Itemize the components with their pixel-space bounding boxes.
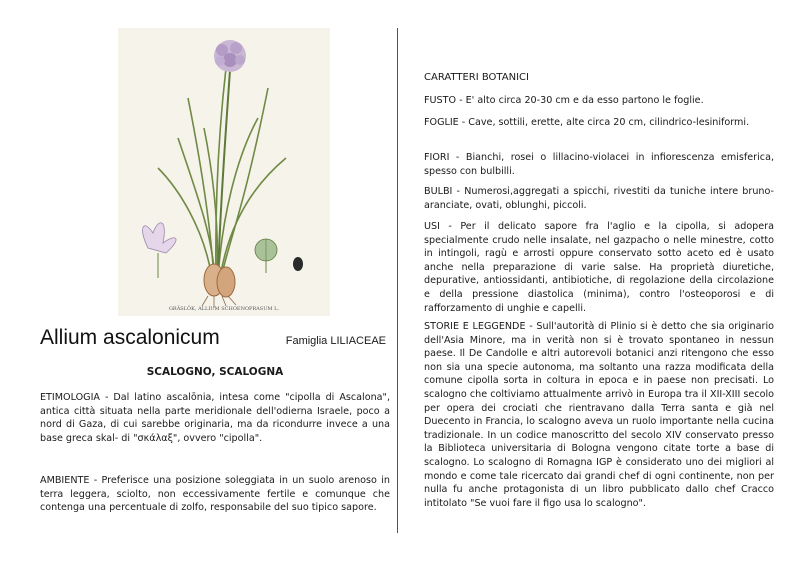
botanical-heading-section xyxy=(424,71,774,85)
column-divider xyxy=(397,28,398,533)
capsule-detail xyxy=(255,239,277,273)
fusto-section xyxy=(424,94,774,108)
storie-text: STORIE E LEGGENDE - Sull'autorità di Plinio si è detto che sia originario dell'Asia Minore, ma in verità non si è trovato spontaneo in nessun paese. Il De Candolle e altri autorevoli botanici anzi ritengono che esso non sia una specie autonoma, ma soltanto una razza modificata della comune cipolla sorta in coltura in epoca e in paese non precisati. Lo scalogno che coltiviamo attualmente arrivò in Europa tra il XII-XIII secolo per opera dei crociati che rientravano dalla Terra santa e già nel Duecento in Francia, lo scalogno aveva un ruolo importante nella cucina tradizionale. In un codice manoscritto del secolo XIV conservato presso la Biblioteca universitaria di Bologna vengono citate torte a base di scalogno. Lo scalogno di Romagna IGP è considerato uno dei migliori al mondo e come tale ricercato dai grandi chef di ogni continente, non per nulla fu anche protagonista di un libro pubblicato dallo chef Cracco intitolato "Se vuoi fare il figo usa lo scalogno". xyxy=(424,321,774,509)
bulbi-section xyxy=(424,185,774,212)
family-name: Famiglia LILIACEAE xyxy=(285,335,386,347)
common-names: SCALOGNO, SCALOGNA xyxy=(146,366,284,378)
etimologia-section xyxy=(40,391,390,445)
foglie-section xyxy=(424,116,774,130)
illustration-caption: GRÄSLÖK, ALLIUM SCHOENOPRASUM L. xyxy=(168,306,280,312)
botanical-heading: CARATTERI BOTANICI xyxy=(424,72,529,83)
storie-section xyxy=(424,320,774,510)
etimologia-text: ETIMOLOGIA - Dal latino ascalōnia, intesa come "cipolla di Ascalona", antica città situata nella parte meridionale dell'odierna Israele, poco a nord di Gaza, di cui sarebbe originaria, ma da ricondurre invece a una base greca skal- di "σκάλαξ", ovvero "cipolla". xyxy=(40,392,390,444)
foglie-text: FOGLIE - Cave, sottili, erette, alte circa 20 cm, cilindrico-lesiniformi. xyxy=(424,117,750,128)
flower-head xyxy=(214,40,246,72)
flower-detail xyxy=(143,223,177,278)
seed-detail xyxy=(293,257,303,271)
scientific-name: Allium ascalonicum xyxy=(40,326,220,349)
ambiente-section xyxy=(40,474,390,515)
bulbi-text: BULBI - Numerosi,aggregati a spicchi, rivestiti da tuniche intere bruno-aranciate, ovati, oblunghi, piccoli. xyxy=(424,186,774,211)
bulbs xyxy=(202,264,236,308)
usi-text: USI - Per il delicato sapore fra l'aglio e la cipolla, si adopera specialmente crudo nelle insalate, nel gazpacho o nelle minestre, cotto in intingoli, ragù e arrosti oppure conservato sotto aceto ed è usato anche nella preparazione di varie salse. Ha proprietà diuretiche, depurative, antiossidanti, antibiotiche, di regolazione della circolazione e della pressione diastolica (minima), contro l'osteoporosi e di rafforzamento di unghie e capelli. xyxy=(424,221,774,314)
ambiente-text: AMBIENTE - Preferisce una posizione soleggiata in un suolo arenoso in terra leggera, sciolto, non eccessivamente fertile e comunque che contenga una percentuale di zolfo, responsabile del suo tipico sapore. xyxy=(40,475,390,514)
fiori-section xyxy=(424,151,774,178)
botanical-illustration xyxy=(118,28,330,316)
fusto-text: FUSTO - E' alto circa 20-30 cm e da esso partono le foglie. xyxy=(424,95,704,106)
usi-section xyxy=(424,220,774,315)
title-row xyxy=(40,326,390,356)
chive-plant-drawing xyxy=(118,28,330,316)
fiori-text: FIORI - Bianchi, rosei o lillacino-violacei in infiorescenza emisferica, spesso con bulbilli. xyxy=(424,152,774,177)
